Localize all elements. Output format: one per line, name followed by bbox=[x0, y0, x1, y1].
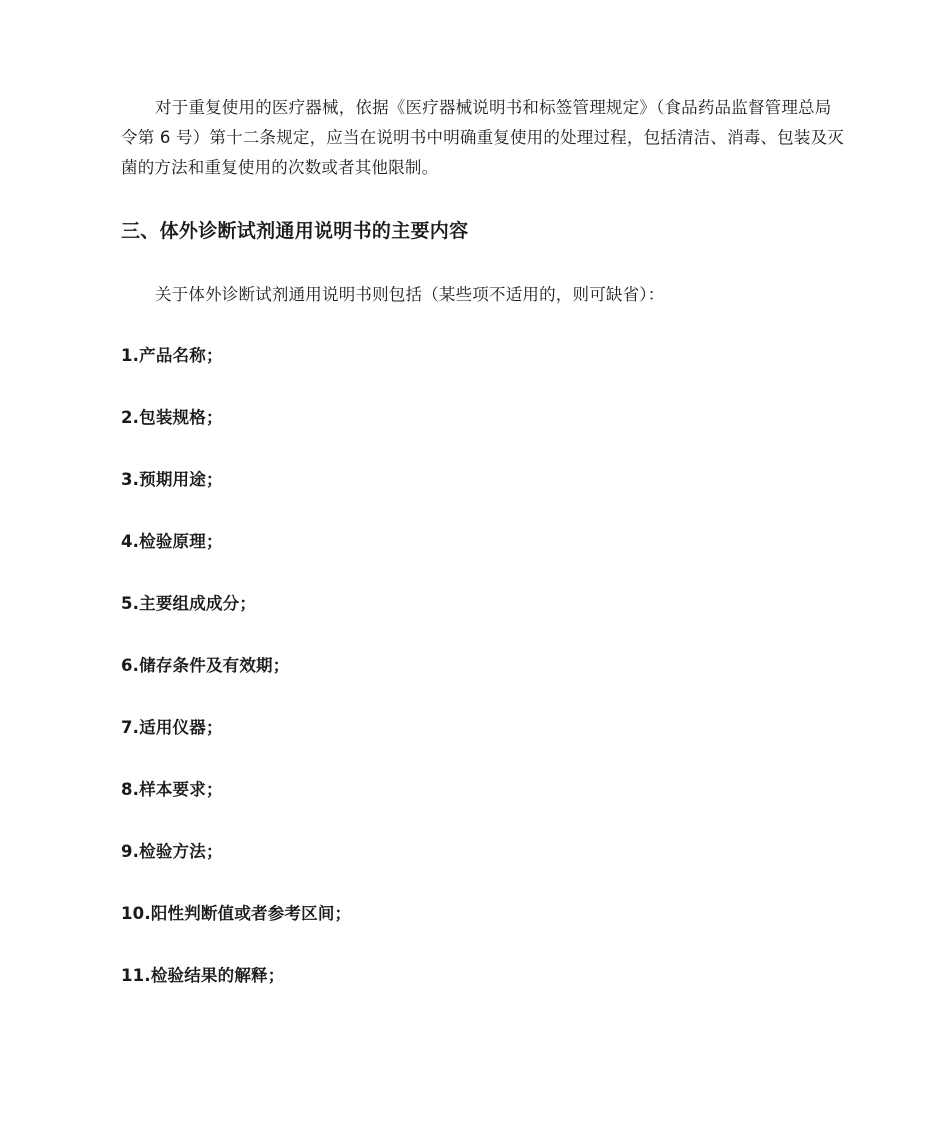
list-item: 3.预期用途； bbox=[121, 470, 223, 489]
list-item: 6.储存条件及有效期； bbox=[121, 656, 290, 675]
content-item-list bbox=[121, 341, 351, 1023]
list-item: 7.适用仪器； bbox=[121, 718, 223, 737]
list-item: 10.阳性判断值或者参考区间； bbox=[121, 904, 352, 923]
intro-paragraph: 关于体外诊断试剂通用说明书则包括（某些项不适用的，则可缺省）： bbox=[155, 285, 665, 304]
list-item: 4.检验原理； bbox=[121, 532, 223, 551]
list-item: 11.检验结果的解释； bbox=[121, 966, 285, 985]
list-item: 8.样本要求； bbox=[121, 780, 223, 799]
list-item: 9.检验方法； bbox=[121, 842, 223, 861]
paragraph-reuse: 对于重复使用的医疗器械，依据《医疗器械说明书和标签管理规定》（食品药品监督管理总局令第 6 号）第十二条规定，应当在说明书中明确重复使用的处理过程，包括清洁、消毒、包装及灭菌的方法和重复使用的次数或者其他限制。 bbox=[121, 98, 844, 177]
list-item: 2.包装规格； bbox=[121, 408, 223, 427]
section-heading: 三、体外诊断试剂通用说明书的主要内容 bbox=[121, 220, 469, 242]
list-item: 5.主要组成成分； bbox=[121, 594, 257, 613]
list-item: 1.产品名称； bbox=[121, 346, 223, 365]
